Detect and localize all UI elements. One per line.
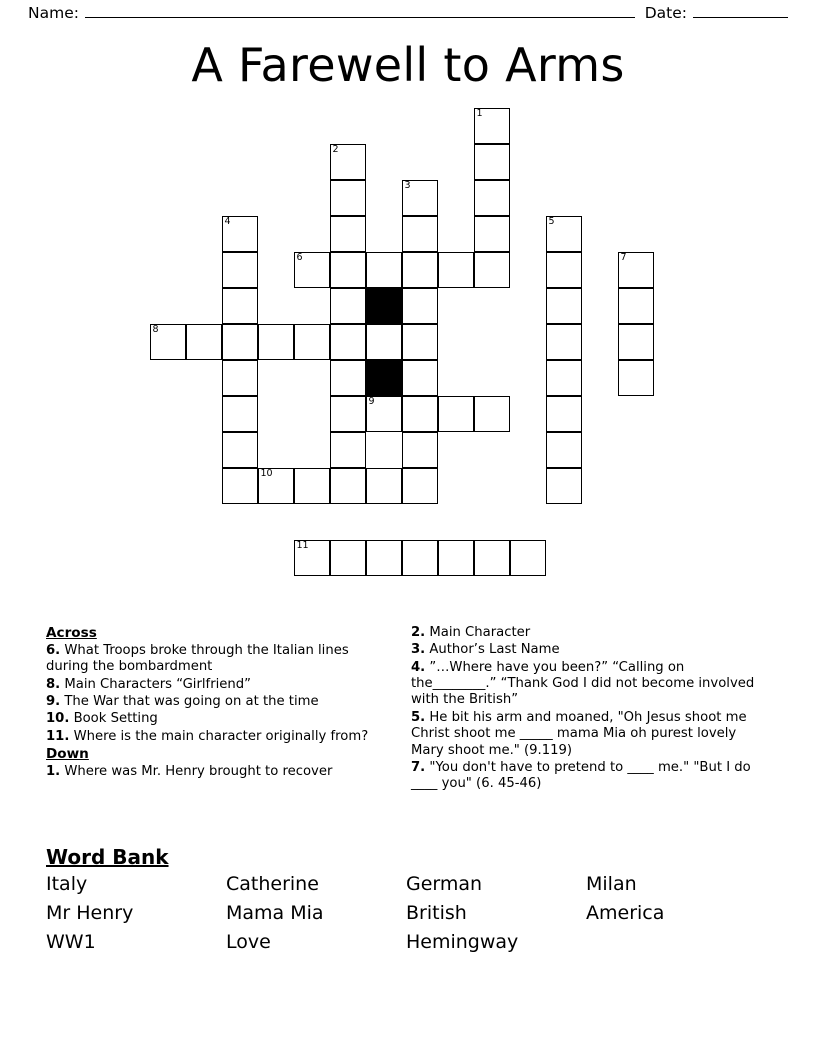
clue-number: 8. — [46, 676, 61, 692]
word-bank-item: British — [406, 902, 467, 924]
grid-cell[interactable] — [330, 324, 366, 360]
grid-cell[interactable] — [366, 540, 402, 576]
grid-cell[interactable] — [366, 396, 402, 432]
grid-cell[interactable] — [474, 540, 510, 576]
grid-cell[interactable] — [546, 396, 582, 432]
grid-cell[interactable] — [402, 180, 438, 216]
grid-cell[interactable] — [258, 324, 294, 360]
clue-text: Where was Mr. Henry brought to recover — [60, 763, 333, 779]
grid-cell[interactable] — [402, 468, 438, 504]
grid-cell[interactable] — [330, 396, 366, 432]
grid-cell-number: 6 — [296, 252, 303, 263]
grid-cell[interactable] — [402, 540, 438, 576]
grid-cell[interactable] — [330, 144, 366, 180]
across-heading: Across — [46, 625, 97, 641]
grid-cell[interactable] — [222, 216, 258, 252]
grid-cell[interactable] — [402, 288, 438, 324]
word-bank-item: Love — [226, 931, 271, 953]
word-bank-item: America — [586, 902, 665, 924]
grid-cell-number: 3 — [404, 180, 411, 191]
clue-number: 5. — [411, 709, 426, 725]
grid-cell[interactable] — [402, 360, 438, 396]
grid-cell[interactable] — [222, 360, 258, 396]
word-bank-item: Catherine — [226, 873, 319, 895]
grid-cell[interactable] — [222, 252, 258, 288]
grid-cell[interactable] — [366, 324, 402, 360]
name-date-header — [28, 0, 788, 26]
grid-cell[interactable] — [330, 288, 366, 324]
grid-cell[interactable] — [474, 216, 510, 252]
grid-cell[interactable] — [402, 396, 438, 432]
grid-cell[interactable] — [222, 432, 258, 468]
grid-cell[interactable] — [402, 252, 438, 288]
grid-cell[interactable] — [438, 396, 474, 432]
clues-column-left — [46, 625, 386, 781]
grid-cell[interactable] — [330, 252, 366, 288]
clue-text: What Troops broke through the Italian lines during the bombardment — [46, 642, 349, 675]
grid-cell-blocked — [366, 360, 402, 396]
word-bank-item: Mama Mia — [226, 902, 324, 924]
grid-cell[interactable] — [402, 432, 438, 468]
clue-text: ”…Where have you been?” “Calling on the________.” “Thank God I did not become involved with the British” — [411, 659, 755, 708]
clue-item — [46, 677, 386, 693]
clue-text: The War that was going on at the time — [60, 693, 319, 709]
grid-cell[interactable] — [294, 324, 330, 360]
clue-item — [411, 660, 766, 709]
clue-text: Main Characters “Girlfriend” — [60, 676, 251, 692]
clue-text: He bit his arm and moaned, "Oh Jesus shoot me Christ shoot me _____ mama Mia oh purest lovely Mary shoot me." (9.119) — [411, 709, 747, 758]
grid-cell-number: 9 — [368, 396, 375, 407]
clue-number: 1. — [46, 763, 61, 779]
clue-item — [411, 710, 766, 759]
grid-cell[interactable] — [294, 252, 330, 288]
grid-cell[interactable] — [618, 288, 654, 324]
clue-item — [411, 642, 766, 658]
grid-cell[interactable] — [510, 540, 546, 576]
clue-text: Author’s Last Name — [425, 642, 560, 658]
grid-cell[interactable] — [330, 432, 366, 468]
word-bank-item: Milan — [586, 873, 637, 895]
grid-cell-number: 5 — [548, 216, 555, 227]
grid-cell[interactable] — [222, 288, 258, 324]
grid-cell[interactable] — [150, 324, 186, 360]
grid-cell[interactable] — [402, 324, 438, 360]
clue-number: 7. — [411, 759, 426, 775]
clue-item — [46, 764, 386, 780]
grid-cell[interactable] — [294, 540, 330, 576]
grid-cell[interactable] — [474, 144, 510, 180]
grid-cell[interactable] — [330, 540, 366, 576]
clue-text: Where is the main character originally from? — [69, 728, 369, 744]
grid-cell-number: 2 — [332, 144, 339, 155]
grid-cell[interactable] — [258, 468, 294, 504]
grid-cell[interactable] — [330, 216, 366, 252]
grid-cell[interactable] — [474, 396, 510, 432]
name-label: Name: — [28, 4, 79, 22]
word-bank-title: Word Bank — [46, 845, 169, 869]
word-bank-item: Hemingway — [406, 931, 519, 953]
grid-cell-number: 8 — [152, 324, 159, 335]
grid-cell[interactable] — [222, 396, 258, 432]
grid-cell[interactable] — [474, 252, 510, 288]
clue-number: 4. — [411, 659, 426, 675]
clues-column-right — [411, 625, 766, 794]
clue-item — [411, 625, 766, 641]
grid-cell[interactable] — [474, 180, 510, 216]
page-title: A Farewell to Arms — [191, 38, 625, 92]
clue-number: 3. — [411, 642, 426, 658]
clue-number: 10. — [46, 711, 70, 727]
grid-cell[interactable] — [438, 252, 474, 288]
grid-cell-number: 7 — [620, 252, 627, 263]
grid-cell[interactable] — [546, 360, 582, 396]
grid-cell[interactable] — [330, 180, 366, 216]
grid-cell[interactable] — [546, 288, 582, 324]
across-clue-list — [46, 643, 386, 745]
date-write-line[interactable] — [693, 5, 788, 18]
grid-cell-blocked — [366, 288, 402, 324]
grid-cell[interactable] — [402, 216, 438, 252]
grid-cell[interactable] — [618, 324, 654, 360]
grid-cell[interactable] — [546, 432, 582, 468]
name-write-line[interactable] — [85, 5, 635, 18]
down-heading: Down — [46, 746, 89, 762]
clue-number: 9. — [46, 693, 61, 709]
word-bank-item: Mr Henry — [46, 902, 134, 924]
clue-item — [46, 711, 386, 727]
clue-number: 11. — [46, 728, 70, 744]
grid-cell[interactable] — [618, 252, 654, 288]
grid-cell[interactable] — [474, 108, 510, 144]
grid-cell-number: 1 — [476, 108, 483, 119]
grid-cell[interactable] — [546, 252, 582, 288]
grid-cell-number: 11 — [296, 540, 309, 551]
grid-cell[interactable] — [438, 540, 474, 576]
grid-cell-number: 10 — [260, 468, 273, 479]
clue-number: 2. — [411, 625, 426, 640]
grid-cell[interactable] — [222, 324, 258, 360]
grid-cell[interactable] — [546, 468, 582, 504]
grid-cell[interactable] — [330, 360, 366, 396]
grid-cell[interactable] — [546, 216, 582, 252]
word-bank-item: Italy — [46, 873, 88, 895]
grid-cell[interactable] — [366, 252, 402, 288]
clue-text: Book Setting — [69, 711, 158, 727]
word-bank-list — [46, 873, 746, 960]
word-bank-item: WW1 — [46, 931, 96, 953]
clue-number: 6. — [46, 642, 61, 658]
date-label: Date: — [644, 4, 687, 22]
grid-cell[interactable] — [186, 324, 222, 360]
down-clue-list-left — [46, 764, 386, 780]
clue-item — [46, 694, 386, 710]
down-clue-list-right — [411, 625, 766, 793]
clue-item — [46, 729, 386, 745]
grid-cell[interactable] — [294, 468, 330, 504]
clue-text: Main Character — [425, 625, 531, 640]
clue-item — [411, 760, 766, 793]
grid-cell-number: 4 — [224, 216, 231, 227]
clue-item — [46, 643, 386, 676]
grid-cell[interactable] — [330, 468, 366, 504]
clue-text: "You don't have to pretend to ____ me." "But I do ____ you" (6. 45-46) — [411, 759, 751, 792]
grid-cell[interactable] — [618, 360, 654, 396]
grid-cell[interactable] — [546, 324, 582, 360]
crossword-grid[interactable] — [0, 108, 816, 593]
grid-cell[interactable] — [222, 468, 258, 504]
grid-cell[interactable] — [366, 468, 402, 504]
word-bank-item: German — [406, 873, 483, 895]
